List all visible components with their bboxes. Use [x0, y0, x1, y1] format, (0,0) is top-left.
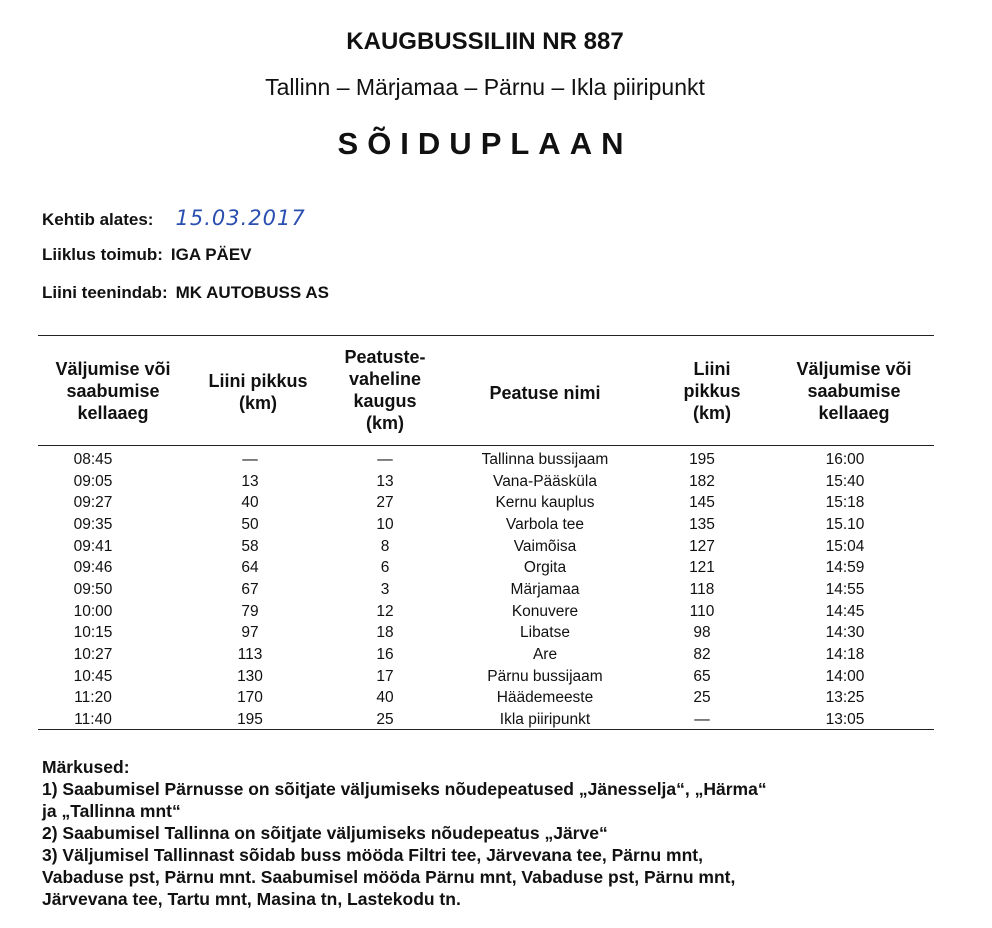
line-length-reverse-cell: 110	[689, 602, 715, 620]
departure-time-cell: 09:50	[73, 580, 113, 598]
line-length-reverse-cell: 195	[689, 451, 715, 468]
stop-name-cell: Pärnu bussijaam	[487, 667, 603, 685]
table-row	[0, 559, 992, 580]
line-length-cell: 195	[237, 710, 263, 728]
stop-name-cell: Vana-Pääsküla	[493, 472, 597, 490]
header-between-stops: Peatuste- vaheline kaugus (km)	[344, 347, 426, 433]
distance-between-stops-cell: 27	[376, 494, 394, 512]
arrival-time-cell: 15:18	[825, 494, 865, 512]
table-row	[0, 538, 992, 559]
departure-time-cell: 10:00	[73, 602, 113, 620]
line-length-cell: —	[242, 451, 258, 468]
header-stop-name: Peatuse nimi	[489, 383, 601, 403]
note-line: ja „Tallinna mnt“	[42, 801, 181, 821]
line-length-cell: 79	[241, 602, 259, 620]
table-row	[0, 516, 992, 537]
route-subtitle: Tallinn – Märjamaa – Pärnu – Ikla piiripunkt	[265, 74, 705, 100]
distance-between-stops-cell: 13	[376, 472, 394, 490]
document-title: KAUGBUSSILIIN NR 887	[346, 28, 624, 55]
line-length-reverse-cell: —	[694, 710, 710, 728]
table-row	[0, 603, 992, 624]
note-line: Vabaduse pst, Pärnu mnt. Saabumisel mööda Pärnu mnt, Vabaduse pst, Pärnu mnt,	[42, 867, 736, 887]
valid-from-handwritten-date: 15.03.2017	[175, 206, 306, 230]
arrival-time-cell: 14:30	[825, 624, 865, 642]
line-length-reverse-cell: 145	[689, 494, 715, 512]
line-length-cell: 50	[241, 515, 259, 533]
header-line-length: Liini pikkus (km)	[208, 371, 308, 413]
stop-name-cell: Are	[532, 645, 558, 663]
departure-time-cell: 10:45	[73, 667, 113, 685]
arrival-time-cell: 14:00	[825, 667, 865, 685]
valid-from-line	[42, 206, 306, 230]
operator-line	[42, 283, 329, 303]
line-length-reverse-cell: 182	[689, 472, 715, 490]
line-length-reverse-cell: 118	[689, 580, 715, 598]
timetable-heading: SÕIDUPLAAN	[337, 126, 633, 161]
departure-time-cell: 09:05	[73, 472, 113, 490]
table-row	[0, 451, 992, 472]
departure-time-cell: 10:27	[73, 645, 113, 663]
header-arrival-time: Väljumise või saabumise kellaaeg	[796, 359, 912, 423]
arrival-time-cell: 15.10	[825, 515, 865, 533]
table-top-rule	[38, 335, 934, 336]
line-length-cell: 67	[241, 580, 259, 598]
stop-name-cell: Häädemeeste	[496, 689, 594, 707]
distance-between-stops-cell: —	[377, 451, 393, 468]
operator-value: MK AUTOBUSS AS	[175, 283, 329, 302]
table-bottom-rule	[38, 729, 934, 730]
traffic-value: IGA PÄEV	[170, 245, 252, 264]
departure-time-cell: 08:45	[73, 451, 113, 468]
departure-time-cell: 11:20	[74, 689, 112, 707]
line-length-reverse-cell: 65	[693, 667, 711, 685]
distance-between-stops-cell: 10	[376, 515, 394, 533]
header-departure-time: Väljumise või saabumise kellaaeg	[55, 359, 171, 423]
table-row	[0, 473, 992, 494]
line-length-cell: 170	[237, 689, 263, 707]
distance-between-stops-cell: 25	[376, 710, 394, 728]
line-length-cell: 97	[241, 624, 259, 642]
arrival-time-cell: 13:05	[825, 710, 865, 728]
arrival-time-cell: 14:45	[825, 602, 865, 620]
arrival-time-cell: 14:18	[825, 645, 865, 663]
table-header-rule	[38, 445, 934, 446]
stop-name-cell: Märjamaa	[510, 580, 580, 598]
note-line: 1) Saabumisel Pärnusse on sõitjate väljumiseks nõudepeatused „Jänesselja“, „Härma“	[42, 779, 767, 799]
table-row	[0, 581, 992, 602]
arrival-time-cell: 14:55	[825, 580, 865, 598]
line-length-cell: 13	[241, 472, 259, 490]
line-length-cell: 113	[237, 645, 263, 663]
distance-between-stops-cell: 18	[376, 624, 394, 642]
note-line: 3) Väljumisel Tallinnast sõidab buss mööda Filtri tee, Järvevana tee, Pärnu mnt,	[42, 845, 703, 865]
line-length-cell: 64	[241, 559, 259, 577]
traffic-label: Liiklus toimub:	[42, 245, 163, 264]
line-length-reverse-cell: 25	[693, 689, 711, 707]
distance-between-stops-cell: 3	[380, 580, 390, 598]
table-row	[0, 668, 992, 689]
table-row	[0, 494, 992, 515]
table-row	[0, 646, 992, 667]
arrival-time-cell: 13:25	[825, 689, 865, 707]
distance-between-stops-cell: 40	[376, 689, 394, 707]
line-length-cell: 40	[241, 494, 259, 512]
stop-name-cell: Tallinna bussijaam	[481, 451, 609, 468]
distance-between-stops-cell: 17	[376, 667, 394, 685]
note-line: 2) Saabumisel Tallinna on sõitjate väljumiseks nõudepeatus „Järve“	[42, 823, 608, 843]
stop-name-cell: Orgita	[523, 559, 567, 577]
distance-between-stops-cell: 8	[380, 537, 390, 555]
departure-time-cell: 09:46	[73, 559, 113, 577]
stop-name-cell: Ikla piiripunkt	[499, 710, 591, 728]
traffic-line	[42, 245, 252, 265]
line-length-reverse-cell: 82	[693, 645, 711, 663]
notes-title: Märkused:	[42, 757, 130, 777]
departure-time-cell: 09:41	[73, 537, 113, 555]
departure-time-cell: 11:40	[74, 710, 112, 728]
line-length-cell: 58	[241, 537, 259, 555]
arrival-time-cell: 14:59	[825, 559, 865, 577]
notes-section	[42, 756, 942, 910]
stop-name-cell: Kernu kauplus	[495, 494, 595, 512]
arrival-time-cell: 15:40	[825, 472, 865, 490]
table-row	[0, 689, 992, 710]
distance-between-stops-cell: 16	[376, 645, 394, 663]
stop-name-cell: Libatse	[520, 624, 570, 642]
line-length-reverse-cell: 98	[693, 624, 711, 642]
header-line-length-reverse: Liini pikkus (km)	[683, 359, 741, 423]
stop-name-cell: Vaimõisa	[513, 537, 577, 555]
line-length-reverse-cell: 121	[689, 559, 715, 577]
stop-name-cell: Varbola tee	[505, 515, 585, 533]
distance-between-stops-cell: 12	[376, 602, 394, 620]
valid-from-label: Kehtib alates:	[42, 210, 154, 229]
note-line: Järvevana tee, Tartu mnt, Masina tn, Lastekodu tn.	[42, 889, 461, 909]
arrival-time-cell: 16:00	[825, 451, 865, 468]
line-length-cell: 130	[237, 667, 263, 685]
table-row	[0, 624, 992, 645]
departure-time-cell: 09:35	[73, 515, 113, 533]
operator-label: Liini teenindab:	[42, 283, 168, 302]
distance-between-stops-cell: 6	[380, 559, 390, 577]
departure-time-cell: 09:27	[73, 494, 113, 512]
line-length-reverse-cell: 127	[689, 537, 715, 555]
arrival-time-cell: 15:04	[825, 537, 865, 555]
stop-name-cell: Konuvere	[511, 602, 579, 620]
line-length-reverse-cell: 135	[689, 515, 715, 533]
departure-time-cell: 10:15	[73, 624, 113, 642]
